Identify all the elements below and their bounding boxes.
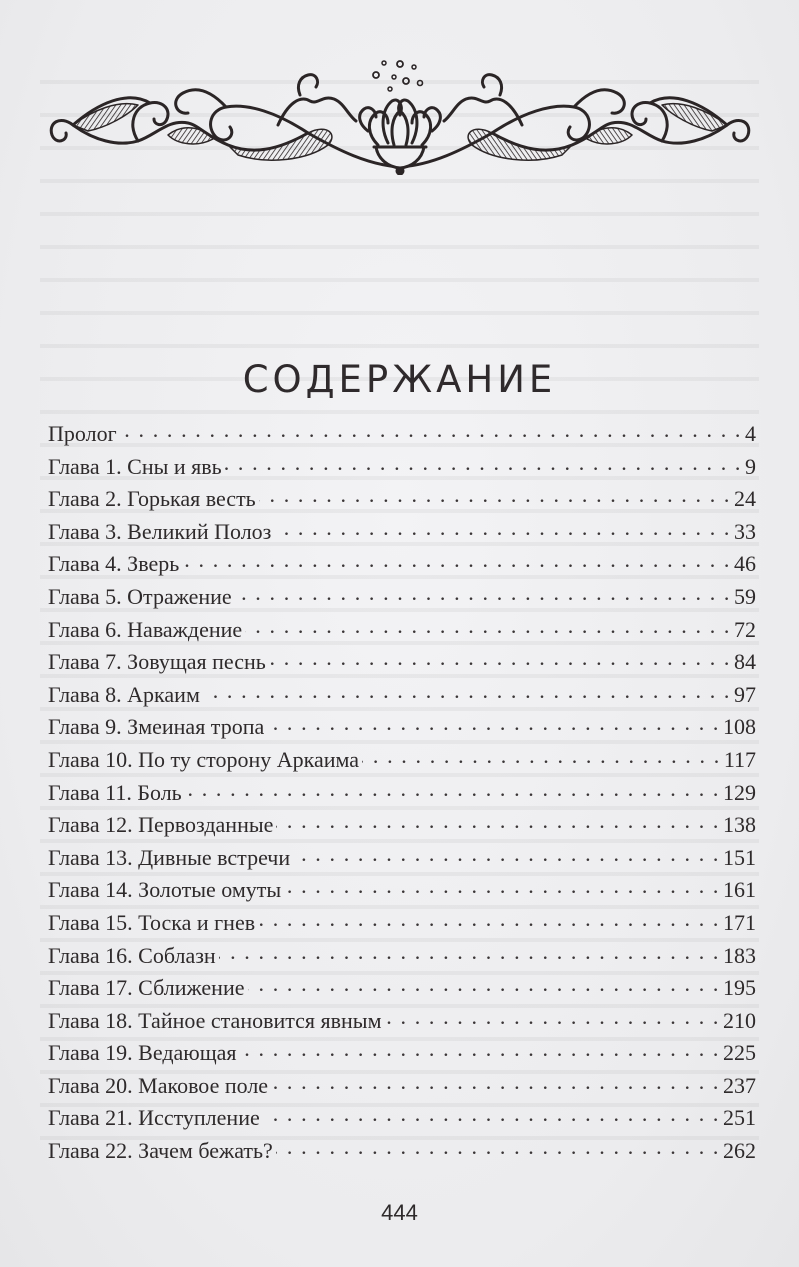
toc-entry: [48, 972, 756, 1005]
dot-leader: [293, 843, 720, 865]
toc-entry: [48, 1005, 756, 1038]
dot-leader: [235, 582, 731, 604]
toc-entry-page-number: 46: [734, 551, 756, 577]
toc-entry-title: Глава 22. Зачем бежать?: [48, 1138, 273, 1164]
dot-leader: [240, 1038, 720, 1060]
toc-entry-page-number: 72: [734, 616, 756, 642]
dot-leader: [274, 517, 731, 539]
page-title: СОДЕРЖАНИЕ: [242, 357, 557, 401]
table-of-contents: [48, 418, 756, 1168]
toc-entry-page-number: 84: [734, 649, 756, 675]
toc-entry-page-number: 97: [734, 681, 756, 707]
toc-entry: [48, 679, 756, 712]
toc-entry: [48, 1070, 756, 1103]
toc-entry: [48, 842, 756, 875]
toc-entry: [48, 1135, 756, 1168]
toc-entry-title: Глава 11. Боль: [48, 779, 182, 805]
toc-entry-title: Глава 10. По ту сторону Аркаима: [48, 746, 360, 772]
toc-entry: [48, 777, 756, 810]
toc-entry: [48, 1102, 756, 1135]
dot-leader: [269, 647, 731, 669]
toc-entry-title: Глава 19. Ведающая: [48, 1040, 237, 1066]
dot-leader: [248, 973, 721, 995]
toc-entry-page-number: 24: [734, 486, 756, 512]
dot-leader: [245, 615, 731, 637]
toc-entry-page-number: 138: [723, 812, 756, 838]
dot-leader: [276, 1136, 720, 1158]
toc-entry: [48, 1037, 756, 1070]
toc-entry: [48, 581, 756, 614]
toc-entry-page-number: 262: [723, 1138, 756, 1164]
toc-entry: [48, 418, 756, 451]
dot-leader: [182, 549, 731, 571]
dot-leader: [203, 680, 731, 702]
dot-leader: [385, 1006, 720, 1028]
toc-entry-title: Глава 7. Зовущая песнь: [48, 649, 266, 675]
dot-leader: [185, 778, 720, 800]
toc-entry: [48, 451, 756, 484]
toc-entry-page-number: 183: [723, 942, 756, 968]
toc-entry: [48, 646, 756, 679]
baroque-floral-scroll-ornament-icon: [38, 55, 762, 175]
toc-entry-page-number: 210: [723, 1007, 756, 1033]
toc-entry-title: Глава 6. Наваждение: [48, 616, 243, 642]
toc-entry-title: Глава 15. Тоска и гнев: [48, 909, 256, 935]
toc-entry-title: Глава 2. Горькая весть: [48, 486, 256, 512]
toc-entry: [48, 516, 756, 549]
toc-entry-title: Пролог: [48, 421, 117, 446]
toc-entry-title: Глава 12. Первозданные: [48, 812, 274, 838]
toc-entry-page-number: 237: [723, 1072, 756, 1098]
dot-leader: [276, 810, 720, 832]
toc-entry-title: Глава 21. Исступление: [48, 1105, 260, 1131]
toc-entry: [48, 907, 756, 940]
page-number: 444: [381, 1200, 418, 1225]
toc-entry-title: Глава 14. Золотые омуты: [48, 877, 282, 903]
dot-leader: [259, 484, 731, 506]
toc-entry-title: Глава 9. Змеиная тропа: [48, 714, 265, 740]
toc-entry-title: Глава 3. Великий Полоз: [48, 518, 272, 544]
dot-leader: [258, 908, 720, 930]
toc-entry-page-number: 9: [745, 453, 756, 479]
toc-entry-page-number: 151: [723, 844, 756, 870]
dot-leader: [263, 1103, 720, 1125]
dot-leader: [362, 745, 721, 767]
dot-leader: [120, 419, 742, 441]
dot-leader: [219, 941, 720, 963]
dot-leader: [284, 875, 720, 897]
dot-leader: [267, 712, 720, 734]
toc-entry-title: Глава 18. Тайное становится явным: [48, 1007, 382, 1033]
toc-entry-page-number: 33: [734, 518, 756, 544]
dot-leader: [225, 452, 742, 474]
toc-entry-title: Глава 5. Отражение: [48, 583, 232, 609]
dot-leader: [271, 1071, 720, 1093]
toc-entry-title: Глава 8. Аркаим: [48, 681, 200, 707]
toc-entry-page-number: 117: [723, 746, 756, 772]
toc-entry-page-number: 171: [723, 909, 756, 935]
toc-entry: [48, 614, 756, 647]
toc-entry-page-number: 161: [723, 877, 756, 903]
toc-entry-page-number: 195: [723, 975, 756, 1001]
toc-entry: [48, 711, 756, 744]
toc-entry-title: Глава 1. Сны и явь: [48, 453, 222, 479]
toc-entry-title: Глава 17. Сближение: [48, 975, 245, 1001]
toc-entry-page-number: 4: [745, 421, 756, 446]
toc-entry: [48, 548, 756, 581]
toc-entry-title: Глава 16. Соблазн: [48, 942, 216, 968]
toc-entry-title: Глава 20. Маковое поле: [48, 1072, 269, 1098]
toc-entry: [48, 874, 756, 907]
toc-entry-page-number: 129: [723, 779, 756, 805]
toc-entry: [48, 809, 756, 842]
toc-entry: [48, 744, 756, 777]
toc-entry: [48, 483, 756, 516]
toc-entry: [48, 940, 756, 973]
toc-entry-title: Глава 13. Дивные встречи: [48, 844, 291, 870]
toc-entry-title: Глава 4. Зверь: [48, 551, 180, 577]
toc-entry-page-number: 251: [723, 1105, 756, 1131]
toc-entry-page-number: 225: [723, 1040, 756, 1066]
toc-entry-page-number: 59: [734, 583, 756, 609]
toc-entry-page-number: 108: [723, 714, 756, 740]
